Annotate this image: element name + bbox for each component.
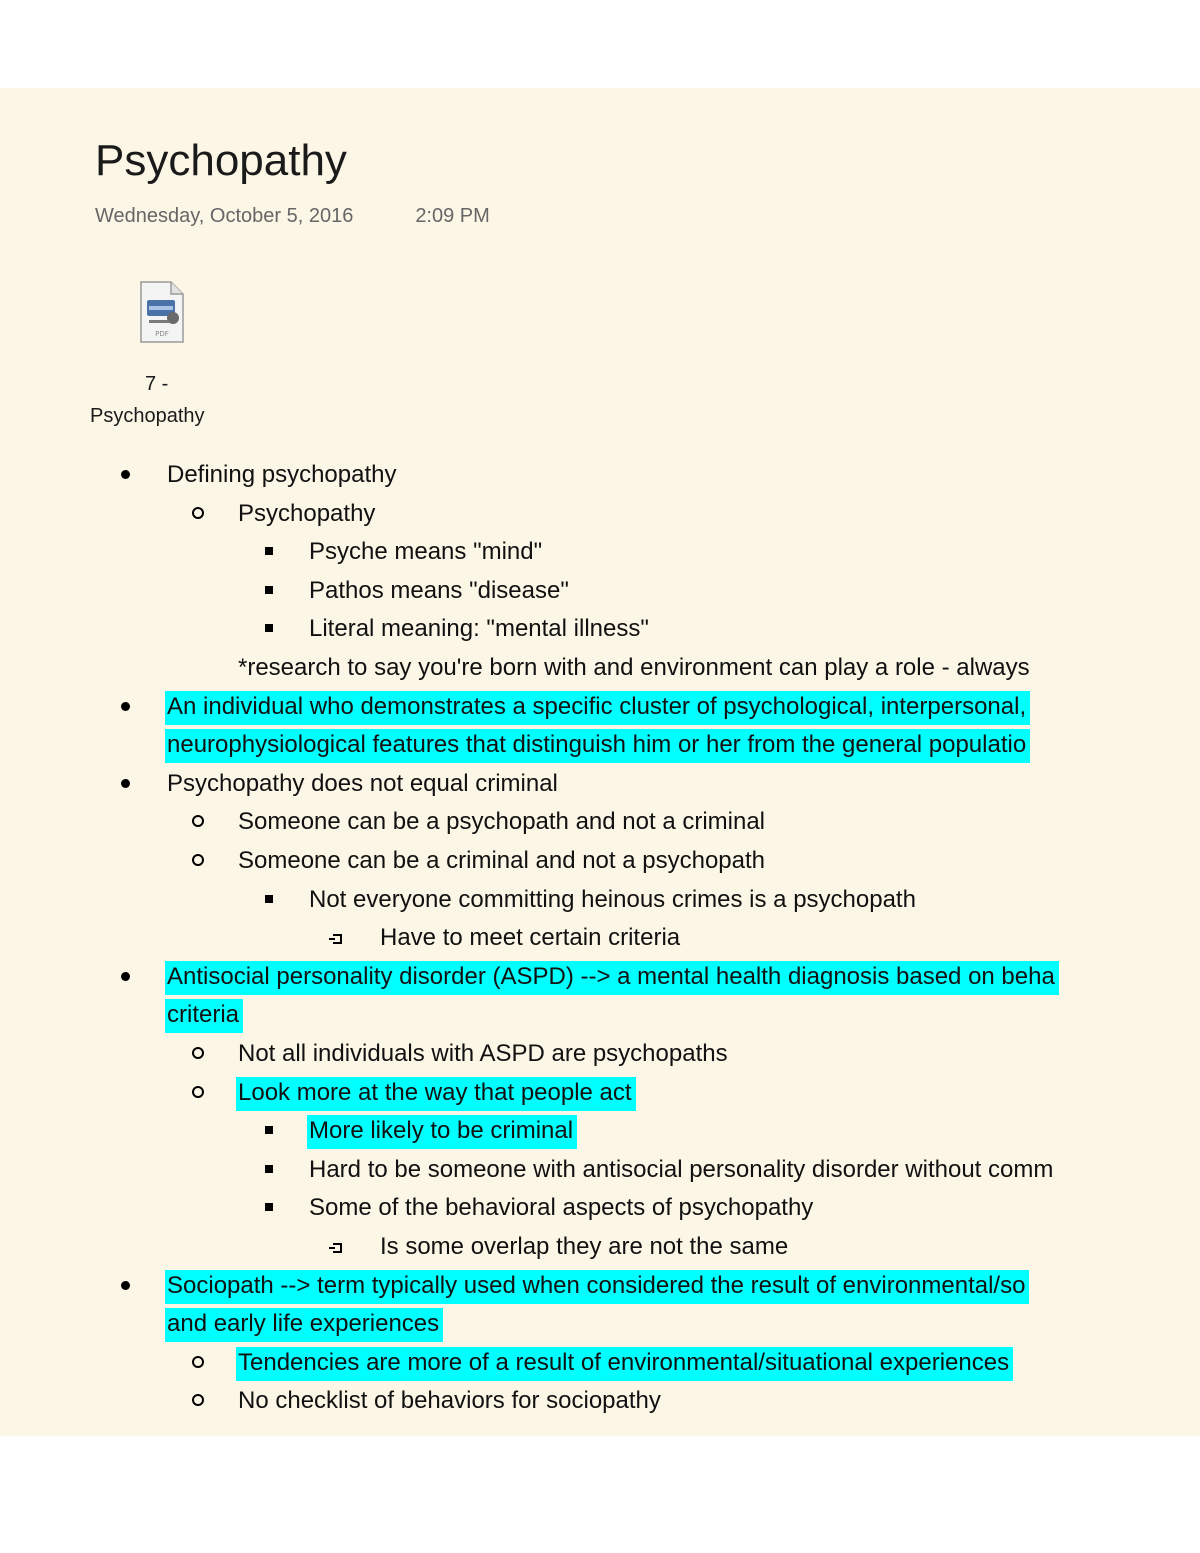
- page-date: Wednesday, October 5, 2016: [95, 205, 354, 227]
- note-text: More likely to be criminal: [307, 1115, 577, 1149]
- note-text: and early life experiences: [165, 1308, 443, 1342]
- note-text: Look more at the way that people act: [236, 1077, 636, 1111]
- page-time: 2:09 PM: [415, 205, 490, 227]
- note-item: [165, 765, 562, 803]
- note-text: Not all individuals with ASPD are psychopaths: [238, 1040, 728, 1067]
- note-text: No checklist of behaviors for sociopathy: [238, 1387, 661, 1415]
- note-item: [236, 1382, 665, 1420]
- note-text: Not everyone committing heinous crimes is a psychopath: [309, 885, 916, 913]
- note-item: [307, 1112, 577, 1150]
- note-text: Antisocial personality disorder (ASPD) --> a mental health diagnosis based on beha: [165, 961, 1059, 995]
- note-item: [165, 688, 1030, 726]
- page-title: Psychopathy: [95, 136, 347, 185]
- note-line: [165, 996, 243, 1034]
- pdf-file-icon: [137, 280, 185, 344]
- note-item: [236, 1344, 1013, 1382]
- note-item: [165, 1267, 1029, 1305]
- note-page: [0, 88, 1200, 1436]
- note-text: Hard to be someone with antisocial personality disorder without comm: [309, 1155, 1054, 1183]
- note-text: Have to meet certain criteria: [380, 924, 681, 952]
- note-text: Psyche means "mind": [309, 538, 543, 566]
- note-text: Sociopath --> term typically used when considered the result of environmental/so: [165, 1270, 1029, 1304]
- note-item: [307, 881, 920, 919]
- note-line: [236, 649, 1034, 687]
- note-text: *research to say you're born with and environment can play a role - always: [238, 654, 1030, 681]
- note-text: Some of the behavioral aspects of psychopathy: [309, 1194, 814, 1222]
- note-item: [307, 572, 573, 610]
- note-text: criteria: [165, 999, 243, 1033]
- note-item: [236, 842, 769, 880]
- note-item: [307, 1189, 817, 1227]
- note-text: Is some overlap they are not the same: [380, 1233, 789, 1260]
- note-item: [307, 610, 653, 648]
- note-line: [165, 1305, 443, 1343]
- note-item: [307, 1151, 1057, 1189]
- note-item: [236, 495, 379, 533]
- note-text: Defining psychopathy: [167, 461, 397, 488]
- note-text: Tendencies are more of a result of environmental/situational experiences: [236, 1347, 1013, 1381]
- attachment-name: 7 - Psychopathy: [90, 373, 205, 427]
- note-text: Pathos means "disease": [309, 576, 569, 604]
- note-item: [236, 803, 769, 841]
- note-item: [165, 456, 400, 494]
- note-text: Someone can be a criminal and not a psychopath: [238, 847, 766, 874]
- note-text: Psychopathy does not equal criminal: [167, 769, 558, 797]
- note-text: Psychopathy: [238, 499, 376, 527]
- note-item: [236, 1074, 636, 1112]
- note-item: [307, 533, 546, 571]
- note-text: neurophysiological features that distinguish him or her from the general populatio: [165, 729, 1030, 763]
- note-item: [165, 958, 1059, 996]
- note-item: [236, 1035, 732, 1073]
- note-line: [165, 726, 1030, 764]
- note-item: [378, 1228, 792, 1266]
- svg-text:PDF: PDF: [155, 330, 169, 338]
- page-datetime: [95, 205, 490, 228]
- note-item: [378, 919, 684, 957]
- note-text: An individual who demonstrates a specific cluster of psychological, interpersonal,: [165, 691, 1030, 725]
- note-text: Someone can be a psychopath and not a criminal: [238, 808, 766, 836]
- note-text: Literal meaning: "mental illness": [309, 615, 649, 643]
